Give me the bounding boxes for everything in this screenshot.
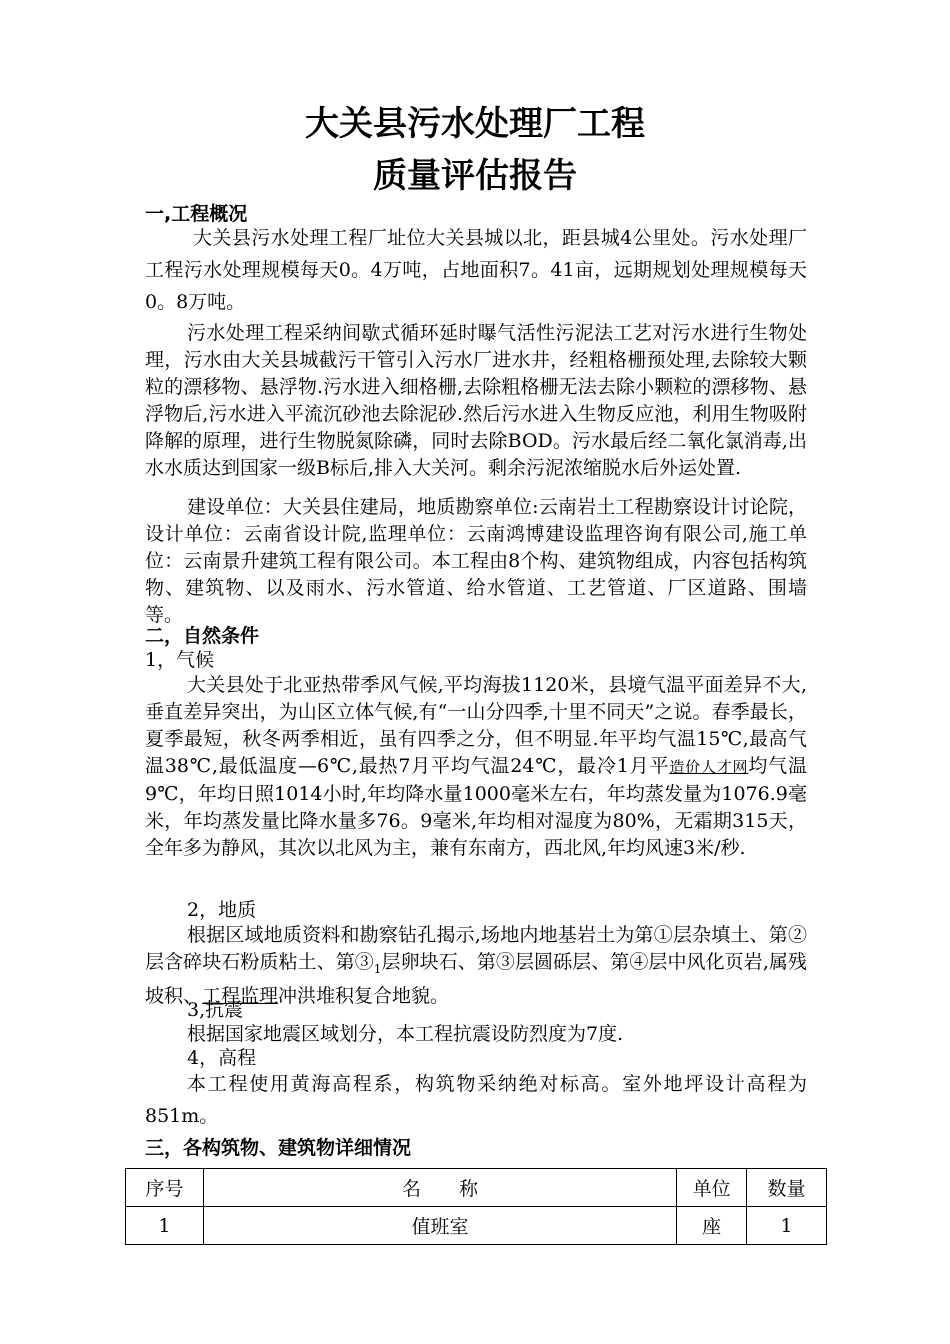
- geology-paragraph: [145, 922, 807, 1010]
- section-heading-structures: 三，各构筑物、建筑物详细情况: [145, 1137, 412, 1159]
- geology-text-c: 冲洪堆积复合地貌。: [278, 984, 450, 1007]
- overview-paragraph-3: 建设单位：大关县住建局，地质勘察单位:云南岩土工程勘察设计讨论院，设计单位：云南省设计院,监理单位：云南鸿博建设监理咨询有限公司,施工单位：云南景升建筑工程有限公司。本工程由8个构、建筑物组成，内容包括构筑物、建筑物、以及雨水、污水管道、给水管道、工艺管道、厂区道路、围墙等。: [145, 496, 807, 626]
- geology-link[interactable]: 工程监理: [202, 984, 279, 1007]
- structures-table: [125, 1168, 827, 1245]
- geology-subscript: 1: [373, 961, 382, 976]
- cell-no: 1: [126, 1207, 204, 1245]
- climate-link[interactable]: 造价人才网: [669, 758, 749, 776]
- geology-label: 2，地质: [187, 899, 257, 921]
- cell-quantity: 1: [747, 1207, 827, 1245]
- col-header-name: 名 称: [203, 1169, 676, 1207]
- section-heading-natural-conditions: 二，自然条件: [145, 625, 260, 647]
- table-row: [126, 1207, 827, 1245]
- seismic-label: 3,抗震: [187, 999, 244, 1021]
- elevation-paragraph: 本工程使用黄海高程系，构筑物采纳绝对标高。室外地坪设计高程为851m。: [145, 1073, 807, 1127]
- overview-paragraph-1: 大关县污水处理工程厂址位大关县城以北，距县城4公里处。污水处理厂工程污水处理规模每天0。4万吨，占地面积7。41亩，远期规划处理规模每天0。8万吨。: [145, 227, 807, 313]
- geology-text-a: 根据区域地质资料和勘察钻孔揭示,场地内地基岩土为第①层杂填土、第②层含碎块石粉质粘土、第③: [145, 924, 807, 973]
- geology-text-b: 层卵块石、第③层圆砾层、第④层中风化页岩,属残坡积、: [145, 951, 807, 1007]
- col-header-no: 序号: [126, 1169, 204, 1207]
- document-title: 大关县污水处理厂工程: [305, 104, 645, 144]
- col-header-quantity: 数量: [747, 1169, 827, 1207]
- seismic-text: 根据国家地震区域划分，本工程抗震设防烈度为7度.: [187, 1023, 624, 1045]
- climate-text-a: 大关县处于北亚热带季风气候,平均海拔1120米，县境气温平面差异不大,垂直差异突出，为山区立体气候,有“一山分四季,十里不同天”之说。春季最长，夏季最短，秋冬两季相近，虽有四季之分，但不明显.年平均气温15℃,最高气温38℃,最低温度—6℃,最热7月平均气温24℃，最冷1月平: [145, 674, 807, 777]
- climate-text-b: 均气温9℃，年均日照1014小时,年均降水量1000毫米左右，年均蒸发量为1076.9毫米，年均蒸发量比降水量多76。9毫米,年均相对湿度为80%，无霜期315天，全年多为静风，其次以北风为主，兼有东南方，西北风,年均风速3米/秒.: [145, 755, 807, 859]
- elevation-label: 4，高程: [187, 1047, 257, 1069]
- section-heading-overview: 一,工程概况: [145, 203, 248, 225]
- climate-label: 1，气候: [145, 649, 215, 671]
- cell-unit: 座: [677, 1207, 747, 1245]
- climate-paragraph: [145, 672, 807, 862]
- overview-paragraph-2: 污水处理工程采纳间歇式循环延时曝气活性污泥法工艺对污水进行生物处理，污水由大关县城截污干管引入污水厂进水井，经粗格栅预处理,去除较大颗粒的漂移物、悬浮物.污水进入细格栅,去除粗格栅无法去除小颗粒的漂移物、悬浮物后,污水进入平流沉砂池去除泥砂.然后污水进入生物反应池，利用生物吸附降解的原理，进行生物脱氮除磷，同时去除BOD。污水最后经二氧化氯消毒,出水水质达到国家一级B标后,排入大关河。剩余污泥浓缩脱水后外运处置.: [145, 322, 807, 479]
- cell-name: 值班室: [203, 1207, 676, 1245]
- col-header-unit: 单位: [677, 1169, 747, 1207]
- document-subtitle: 质量评估报告: [373, 156, 577, 196]
- table-header-row: [126, 1169, 827, 1207]
